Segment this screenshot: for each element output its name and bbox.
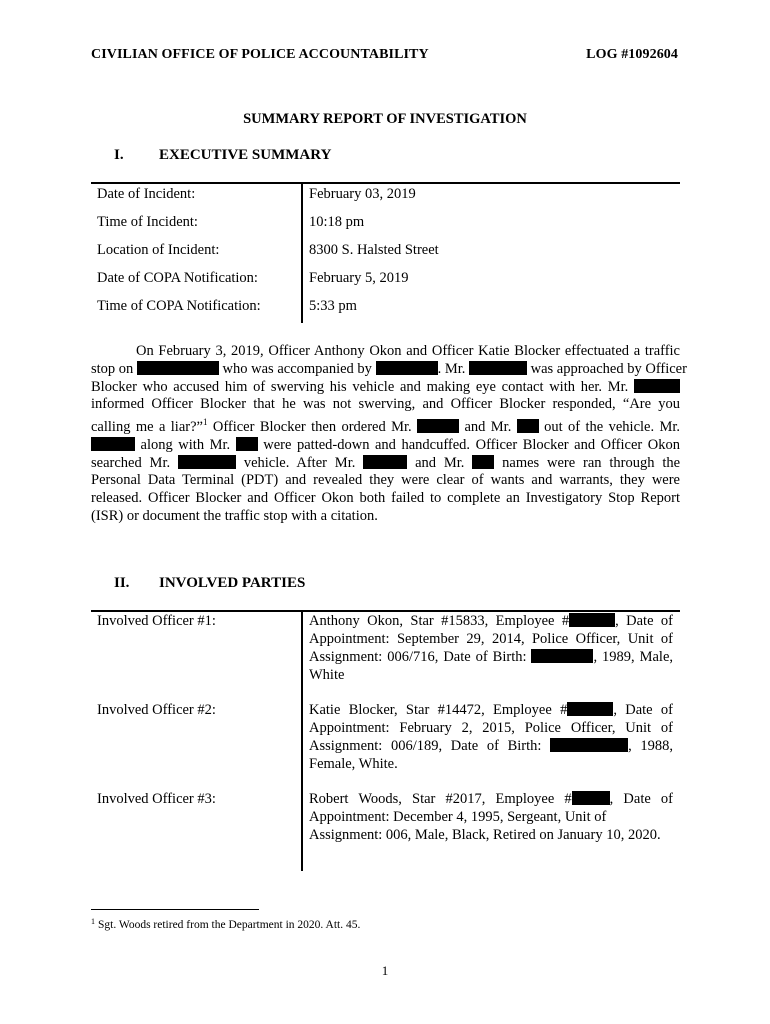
text-run: , Date of: [609, 791, 674, 807]
section-title: EXECUTIVE SUMMARY: [159, 147, 332, 163]
text-run: who was accompanied by: [222, 360, 372, 377]
section-number: I.: [114, 147, 124, 163]
paragraph-line: [91, 437, 680, 455]
party-line: [309, 790, 673, 808]
paragraph-line: informed Officer Blocker that he was not swerving, and Officer Blocker responded, “Are you: [91, 396, 680, 413]
party-line: [309, 701, 673, 719]
redaction-box: [236, 437, 258, 451]
summary-label: Date of COPA Notification:: [97, 270, 258, 286]
party-line: White: [309, 667, 345, 683]
redaction-box: [417, 419, 459, 433]
table-divider: [301, 183, 303, 323]
footnote-marker: 1: [202, 417, 208, 428]
paragraph-line: released. Officer Blocker and Officer Okon both failed to complete an Investigatory Stop Report: [91, 490, 680, 507]
summary-value: February 03, 2019: [309, 186, 416, 202]
text-run: and Mr.: [464, 419, 512, 436]
text-run: were patted-down and handcuffed. Officer Blocker and Officer Okon: [263, 436, 681, 453]
party-details: [309, 790, 673, 844]
header-office-name: CIVILIAN OFFICE OF POLICE ACCOUNTABILITY: [91, 47, 429, 62]
redaction-box: [137, 361, 219, 375]
summary-label: Location of Incident:: [97, 242, 220, 258]
footnote-text: Sgt. Woods retired from the Department in 2020. Att. 45.: [98, 919, 361, 931]
text-run: stop on: [91, 360, 134, 377]
paragraph-line: Personal Data Terminal (PDT) and revealed they were clear of wants and warrants, they were: [91, 472, 680, 489]
redaction-box: [572, 791, 610, 805]
text-run: Anthony Okon, Star #15833, Employee #: [309, 613, 570, 629]
party-label: Involved Officer #1:: [97, 613, 216, 629]
party-label: Involved Officer #3:: [97, 791, 216, 807]
paragraph-line: [91, 379, 680, 397]
text-run: was approached by Officer: [530, 360, 687, 377]
text-run: names were ran through the: [502, 454, 681, 471]
text-run: vehicle. After Mr.: [243, 454, 356, 471]
redaction-box: [567, 702, 613, 716]
text-run: Assignment: 006/716, Date of Birth:: [309, 649, 527, 665]
text-run: , Date of: [613, 702, 673, 718]
party-line: Appointment: February 2, 2015, Police Officer, Unit of: [309, 720, 673, 736]
footnote-rule: [91, 909, 259, 910]
text-run: Assignment: 006/189, Date of Birth:: [309, 738, 542, 754]
party-line: Female, White.: [309, 756, 398, 772]
redaction-box: [363, 455, 407, 469]
party-line: [309, 612, 673, 630]
table-top-rule: [91, 182, 680, 184]
text-run: along with Mr.: [140, 436, 231, 453]
paragraph-line: [91, 455, 680, 473]
party-line: Appointment: December 4, 1995, Sergeant, Unit of: [309, 809, 607, 825]
summary-value: February 5, 2019: [309, 270, 409, 286]
text-run: Katie Blocker, Star #14472, Employee #: [309, 702, 568, 718]
footnote: [91, 917, 360, 931]
redaction-box: [569, 613, 615, 627]
party-line: Assignment: 006, Male, Black, Retired on January 10, 2020.: [309, 827, 661, 843]
footnote-number: 1: [91, 917, 95, 926]
text-run: Blocker who accused him of swerving his vehicle and making eye contact with her. Mr.: [91, 378, 629, 395]
redaction-box: [469, 361, 527, 375]
redaction-box: [376, 361, 438, 375]
redaction-box: [91, 437, 135, 451]
text-run: , 1989, Male,: [593, 649, 674, 665]
summary-label: Time of Incident:: [97, 214, 198, 230]
text-run: . Mr.: [437, 360, 466, 377]
paragraph-line: On February 3, 2019, Officer Anthony Okon and Officer Katie Blocker effectuated a traffic: [136, 343, 680, 359]
redaction-box: [517, 419, 539, 433]
text-run: searched Mr.: [91, 454, 171, 471]
paragraph-line: (ISR) or document the traffic stop with a citation.: [91, 508, 378, 524]
paragraph-line: [91, 414, 680, 437]
redaction-box: [531, 649, 593, 663]
summary-value: 8300 S. Halsted Street: [309, 242, 439, 258]
redaction-box: [472, 455, 494, 469]
text-run: , 1988,: [628, 738, 674, 754]
paragraph-line: [91, 360, 687, 379]
text-run: out of the vehicle. Mr.: [544, 419, 681, 436]
summary-value: 5:33 pm: [309, 298, 357, 314]
redaction-box: [178, 455, 236, 469]
party-details: [309, 612, 673, 684]
section-title: INVOLVED PARTIES: [159, 575, 306, 591]
text-run: Robert Woods, Star #2017, Employee #: [309, 791, 572, 807]
text-run: and Mr.: [415, 454, 465, 471]
summary-value: 10:18 pm: [309, 214, 365, 230]
text-run: calling me a liar?”: [91, 419, 203, 436]
redaction-box: [634, 379, 680, 393]
parties-table-divider: [301, 611, 303, 871]
party-details: [309, 701, 673, 773]
text-run: , Date of: [615, 613, 673, 629]
section-number: II.: [114, 575, 130, 591]
summary-label: Date of Incident:: [97, 186, 196, 202]
page-number: 1: [381, 963, 389, 978]
redaction-box: [550, 738, 628, 752]
report-title: SUMMARY REPORT OF INVESTIGATION: [243, 111, 527, 127]
text-run: Officer Blocker then ordered Mr.: [207, 419, 412, 436]
party-line: [309, 648, 673, 666]
executive-summary-paragraph: [91, 343, 687, 526]
party-line: [309, 737, 673, 755]
header-log-number: LOG #1092604: [586, 47, 678, 62]
summary-label: Time of COPA Notification:: [97, 298, 261, 314]
party-label: Involved Officer #2:: [97, 702, 216, 718]
party-line: Appointment: September 29, 2014, Police Officer, Unit of: [309, 631, 673, 647]
